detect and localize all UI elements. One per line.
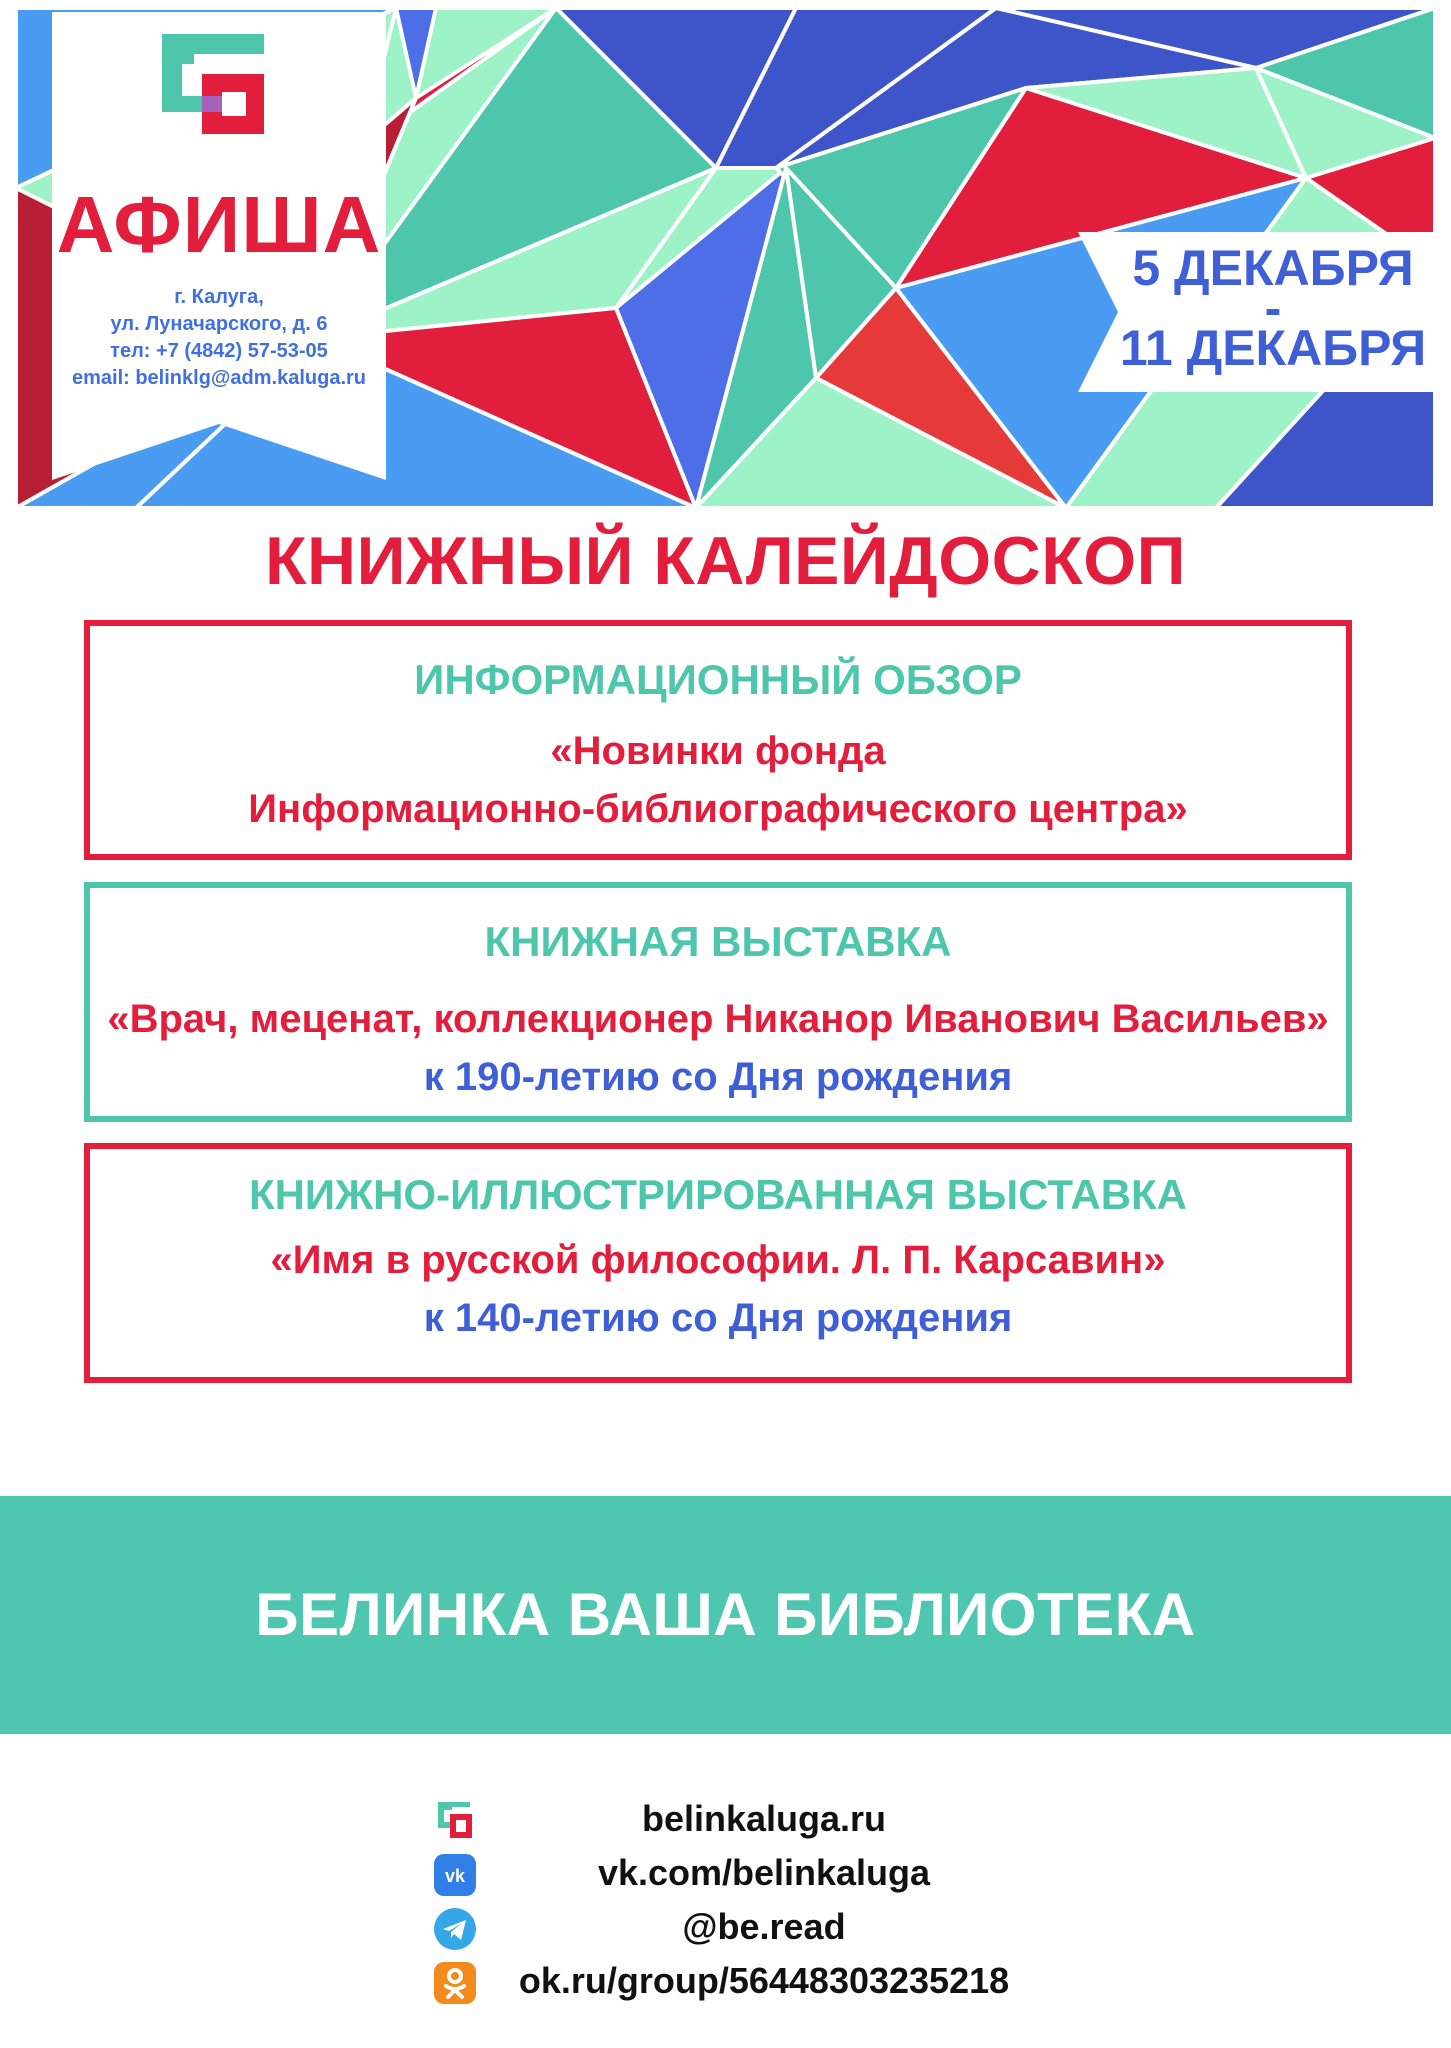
event-card-1 [84, 620, 1352, 860]
contact-info [52, 284, 386, 392]
footer-slogan-banner: БЕЛИНКА ВАША БИБЛИОТЕКА [0, 1496, 1451, 1734]
link-row-vk[interactable] [434, 1844, 1034, 1898]
event-title: «Врач, меценат, коллекционер Никанор Иванович Васильев» [107, 997, 1329, 1041]
date-end: 11 ДЕКАБРЯ [1119, 320, 1427, 376]
page-title: КНИЖНЫЙ КАЛЕЙДОСКОП [265, 523, 1186, 599]
odnoklassniki-icon [434, 1962, 476, 2004]
bb-logo-icon [434, 1800, 476, 1842]
event-title-line1: «Новинки фонда [550, 729, 886, 773]
link-row-ok[interactable] [434, 1952, 1034, 2006]
vk-icon [434, 1854, 476, 1896]
afisha-title: АФИША [56, 180, 382, 269]
event-type: КНИЖНАЯ ВЫСТАВКА [484, 918, 952, 965]
telegram-icon [434, 1908, 476, 1950]
contact-phone: тел: +7 (4842) 57-53-05 [110, 340, 328, 362]
link-vk[interactable]: vk.com/belinkaluga [597, 1852, 931, 1893]
date-range-badge [1078, 232, 1435, 392]
event-card-2 [84, 882, 1352, 1122]
event-title: «Имя в русской философии. Л. П. Карсавин» [270, 1238, 1166, 1282]
event-type: ИНФОРМАЦИОННЫЙ ОБЗОР [414, 656, 1022, 703]
link-telegram[interactable]: @be.read [682, 1906, 846, 1947]
bb-library-logo-icon [162, 34, 264, 134]
contact-city: г. Калуга, [174, 286, 264, 308]
link-website[interactable]: belinkaluga.ru [641, 1798, 887, 1839]
contact-email: email: belinklg@adm.kaluga.ru [71, 367, 367, 389]
date-start: 5 ДЕКАБРЯ [1132, 240, 1414, 296]
link-row-telegram[interactable] [434, 1898, 1034, 1952]
event-subtitle: к 190-летию со Дня рождения [423, 1055, 1013, 1099]
event-card-3 [84, 1143, 1352, 1383]
svg-text:vk: vk [444, 1866, 466, 1886]
event-title-line2: Информационно-библиографического центра» [248, 787, 1188, 831]
event-subtitle: к 140-летию со Дня рождения [423, 1296, 1013, 1340]
contact-street: ул. Луначарского, д. 6 [110, 313, 328, 335]
date-range [1118, 242, 1428, 374]
link-odnoklassniki[interactable]: ok.ru/group/56448303235218 [518, 1960, 1010, 2001]
afisha-card [52, 12, 386, 480]
event-type: КНИЖНО-ИЛЛЮСТРИРОВАННАЯ ВЫСТАВКА [248, 1171, 1188, 1218]
date-separator: - [1264, 280, 1282, 336]
contact-links [434, 1790, 1034, 2006]
link-row-website[interactable] [434, 1790, 1034, 1844]
